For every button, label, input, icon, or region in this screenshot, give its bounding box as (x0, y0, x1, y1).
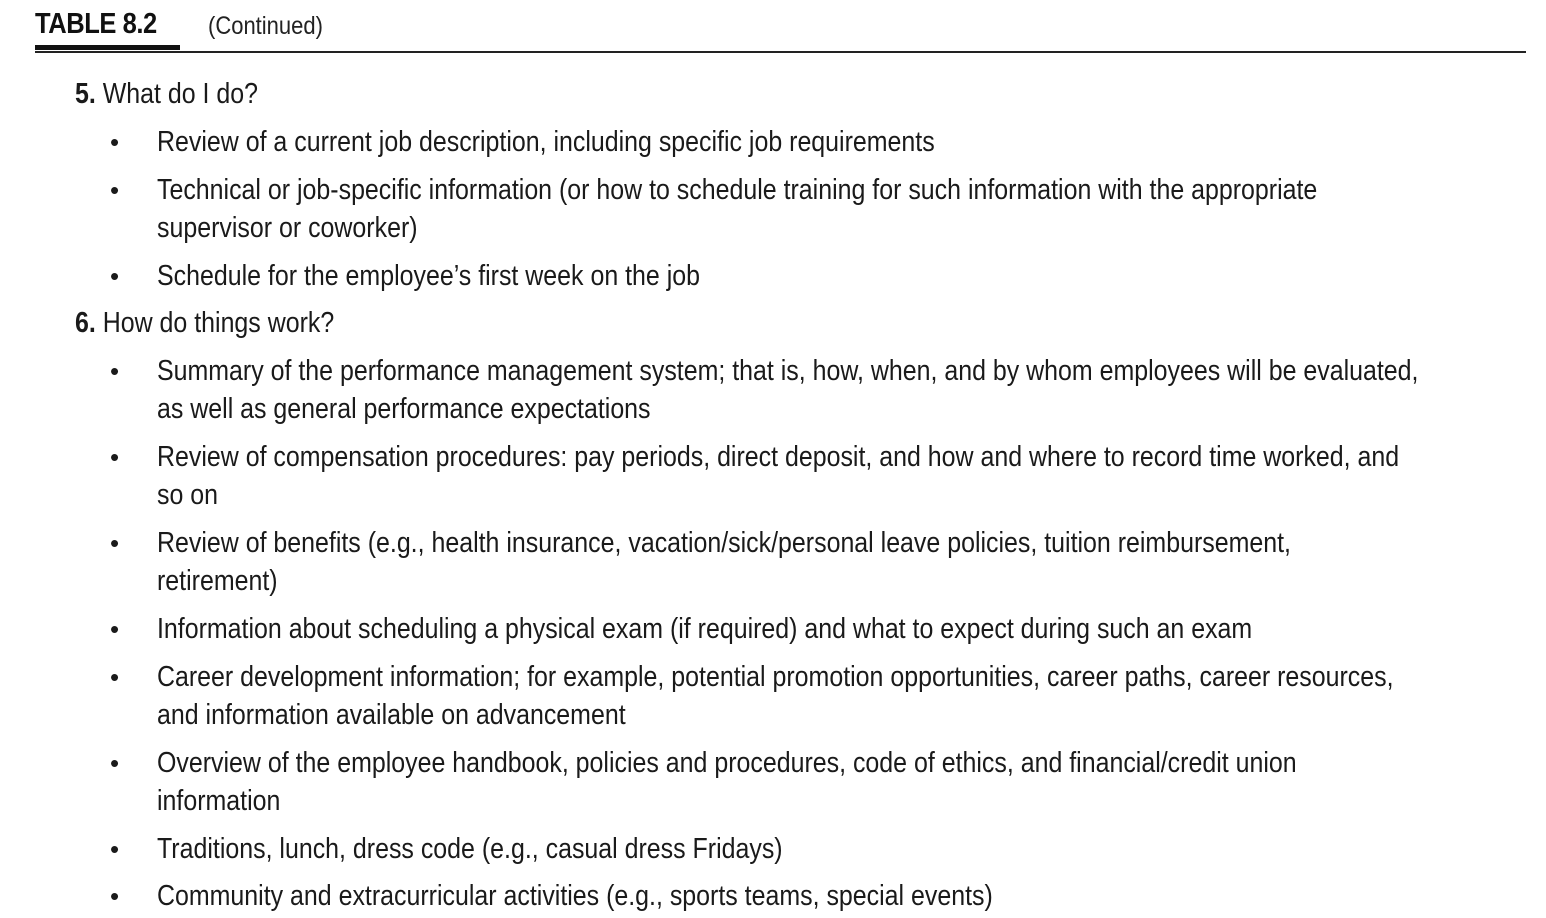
list-item-continuation: as well as general performance expectations (157, 393, 651, 425)
continued-label: (Continued) (208, 12, 323, 40)
list-item-continuation: information (157, 785, 281, 817)
bullet-icon: • (110, 662, 120, 692)
section-heading (75, 75, 258, 113)
list-item: Review of compensation procedures: pay periods, direct deposit, and how and where to record time worked, and (157, 441, 1400, 473)
bullet-icon: • (110, 442, 120, 472)
list-item-continuation: retirement) (157, 565, 278, 597)
section-title: What do I do? (102, 78, 259, 110)
bullet-icon: • (110, 356, 120, 386)
list-item: Career development information; for example, potential promotion opportunities, career paths, career resources, (157, 661, 1394, 693)
list-item: Summary of the performance management system; that is, how, when, and by whom employees will be evaluated, (157, 355, 1419, 387)
list-item: Schedule for the employee’s first week on the job (157, 260, 700, 292)
section-number: 6. (75, 307, 96, 339)
list-item-continuation: and information available on advancement (157, 699, 626, 731)
bullet-icon: • (110, 127, 120, 157)
table-label: TABLE 8.2 (35, 8, 157, 40)
list-item: Community and extracurricular activities (e.g., sports teams, special events) (157, 880, 993, 912)
bullet-icon: • (110, 175, 120, 205)
list-item: Traditions, lunch, dress code (e.g., casual dress Fridays) (157, 833, 783, 865)
list-item-continuation: supervisor or coworker) (157, 212, 418, 244)
list-item: Review of benefits (e.g., health insurance, vacation/sick/personal leave policies, tuition reimbursement, (157, 527, 1291, 559)
list-item-continuation: so on (157, 479, 219, 511)
list-item: Information about scheduling a physical exam (if required) and what to expect during such an exam (157, 613, 1253, 645)
list-item: Review of a current job description, including specific job requirements (157, 126, 935, 158)
list-item: Technical or job-specific information (or how to schedule training for such information with the appropriate (157, 174, 1318, 206)
section-number: 5. (75, 78, 96, 110)
bullet-icon: • (110, 748, 120, 778)
bullet-icon: • (110, 834, 120, 864)
bullet-icon: • (110, 614, 120, 644)
section-heading (75, 304, 334, 342)
bullet-icon: • (110, 261, 120, 291)
bullet-icon: • (110, 528, 120, 558)
bullet-icon: • (110, 881, 120, 911)
list-item: Overview of the employee handbook, policies and procedures, code of ethics, and financial/credit union (157, 747, 1297, 779)
section-title: How do things work? (102, 307, 335, 339)
